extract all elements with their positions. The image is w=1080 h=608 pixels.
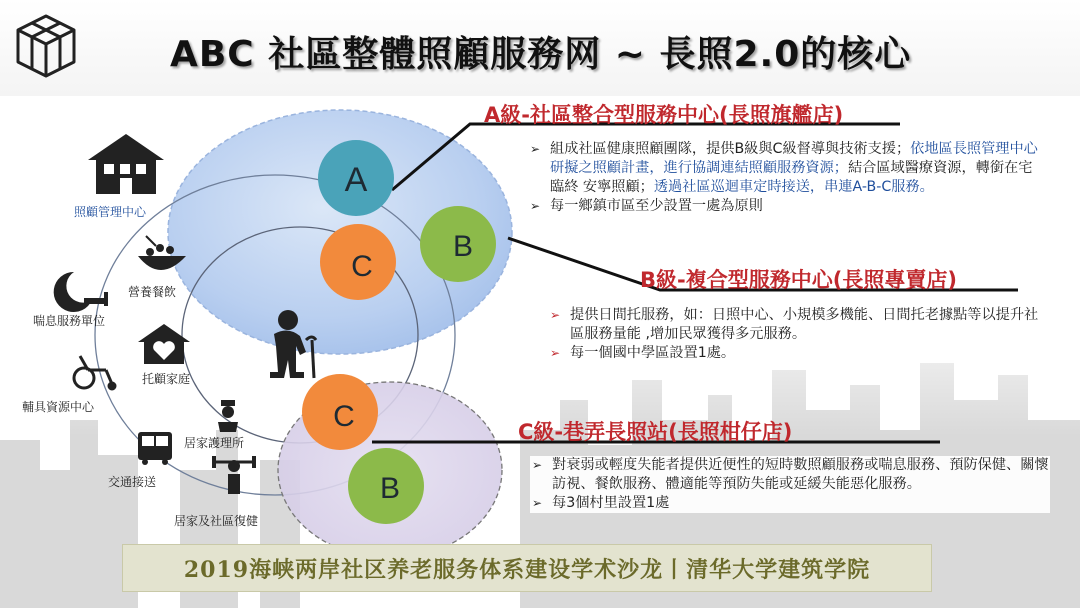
respite-moon-bed-icon [54, 272, 108, 312]
bullet-arrow-icon: ➢ [530, 199, 541, 213]
care-management-building-icon [88, 134, 164, 194]
transport-bus-icon [138, 432, 172, 465]
bullet-arrow-icon: ➢ [550, 308, 561, 322]
service-label-rehabilitation: 居家及社區復健 [174, 514, 259, 528]
a-level-bullet-1: ➢ 組成社區健康照顧團隊，提供B級與C級督導與技術支援；依地區長照管理中心研擬之照顧計畫，進行協調連結照顧服務資源；結合區域醫療資源，轉銜在宅臨終 安寧照顧；透過社區巡迴車定時接送，串連A-B-C服務。 [530, 141, 1038, 195]
rehabilitation-weights-icon [212, 456, 256, 494]
c-level-bullet-1: ➢ 對衰弱或輕度失能者提供近便性的短時數照顧服務或喘息服務、預防保健、關懷訪視、餐飲服務、體適能等預防失能或延緩失能惡化服務。 [532, 457, 1049, 492]
circle-c-upper-label: C [351, 250, 373, 283]
c-level-heading: C級-巷弄長照站(長照柑仔店) [518, 420, 793, 444]
b-level-bullet-2: ➢ 每一個國中學區設置1處。 [550, 345, 736, 361]
a-level-heading: A級-社區整合型服務中心(長照旗艦店) [484, 103, 844, 127]
service-label-transport: 交通接送 [108, 475, 157, 489]
service-label-foster-home: 托顧家庭 [142, 372, 191, 386]
circle-a-label: A [344, 161, 368, 199]
b-level-heading: B級-複合型服務中心(長照專賣店) [640, 268, 957, 292]
bullet-arrow-icon: ➢ [550, 346, 561, 360]
service-label-home-nursing: 居家護理所 [184, 436, 245, 450]
circle-b-upper [420, 206, 496, 282]
service-label-respite: 喘息服務單位 [33, 314, 106, 328]
c-level-bullet-2: ➢ 每3個村里設置1處 [532, 495, 670, 511]
service-label-care-management: 照顧管理中心 [74, 205, 147, 219]
b-level-bullet-1: ➢ 提供日間托服務，如：日照中心、小規模多機能、日間托老據點等以提升社區服務量能 ,增加民眾獲得多元服務。 [550, 307, 1039, 342]
circle-b-lower-label: B [379, 472, 401, 505]
circle-a [318, 140, 394, 216]
a-level-bullet-2: ➢ 每一鄉鎮市區至少設置一處為原則 [530, 198, 763, 214]
service-label-assistive-devices: 輔具資源中心 [22, 400, 95, 414]
page-title: ABC 社區整體照顧服務网 ~ 長照2.0的核心 [170, 34, 912, 75]
wheelchair-icon [74, 356, 115, 389]
b-level-description [548, 306, 1048, 363]
circle-c-lower-label: C [333, 400, 355, 433]
circle-b-lower [348, 448, 424, 524]
circle-b-upper-label: B [452, 230, 474, 263]
bullet-arrow-icon: ➢ [532, 496, 543, 510]
bullet-arrow-icon: ➢ [530, 142, 541, 156]
bullet-arrow-icon: ➢ [532, 458, 543, 472]
service-label-meals: 營養餐飲 [128, 285, 177, 299]
circle-c-upper [320, 224, 396, 300]
footer-text: 2019海峡两岸社区养老服务体系建设学术沙龙丨清华大学建筑学院 [183, 557, 871, 583]
a-level-description [528, 140, 1040, 216]
c-level-description [530, 456, 1050, 513]
circle-c-lower [302, 374, 378, 450]
footer-banner [122, 544, 932, 592]
